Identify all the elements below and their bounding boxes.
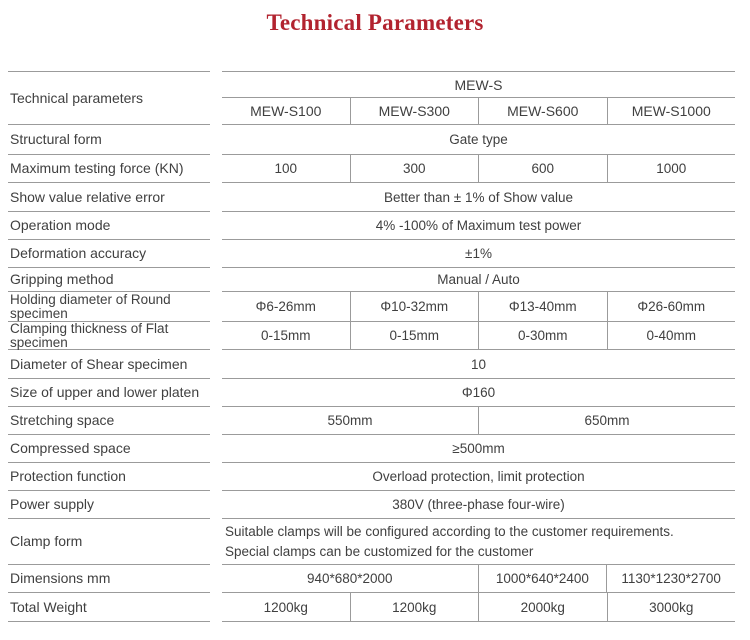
table-row — [8, 379, 735, 407]
row-label: Total Weight — [8, 593, 210, 622]
value-cell: 3000kg — [607, 593, 736, 621]
value-cell: 650mm — [478, 407, 735, 434]
table-row — [8, 491, 735, 519]
value-cell: Φ13-40mm — [478, 292, 607, 321]
column-gap — [210, 71, 222, 125]
table-row — [8, 407, 735, 435]
row-label: Protection function — [8, 463, 210, 491]
table-row — [8, 322, 735, 350]
column-gap — [210, 183, 222, 212]
value-cell: 1130*1230*2700 — [606, 565, 735, 592]
value-cell: 1200kg — [350, 593, 479, 621]
column-gap — [210, 565, 222, 593]
column-gap — [210, 155, 222, 183]
model-headers — [222, 98, 735, 125]
value-cell: Gate type — [449, 132, 508, 147]
value-cell: Manual / Auto — [437, 272, 520, 287]
clamp-form-line-2: Special clamps can be customized for the customer — [225, 543, 534, 559]
table-row — [8, 565, 735, 593]
value-cell: Φ6-26mm — [255, 299, 316, 314]
table-row — [8, 519, 735, 565]
column-gap — [210, 407, 222, 435]
model-header: MEW-S1000 — [607, 98, 736, 124]
table-row — [8, 463, 735, 491]
column-gap — [210, 212, 222, 240]
row-label: Maximum testing force (KN) — [8, 155, 210, 183]
value-cell: 0-40mm — [607, 322, 736, 349]
value-cell: 1000 — [607, 155, 736, 182]
value-cell: ±1% — [465, 246, 492, 261]
column-gap — [210, 463, 222, 491]
table-row — [8, 240, 735, 268]
column-gap — [210, 125, 222, 155]
column-gap — [210, 435, 222, 463]
clamp-form-line-1: Suitable clamps will be configured according to the customer requirements. — [225, 523, 674, 539]
row-label: Operation mode — [8, 212, 210, 240]
row-label: Size of upper and lower platen — [8, 379, 210, 407]
table-row — [8, 183, 735, 212]
column-gap — [210, 268, 222, 292]
value-cell: 100 — [274, 161, 298, 176]
row-label: Show value relative error — [8, 183, 210, 212]
model-header: MEW-S100 — [250, 103, 322, 119]
column-gap — [210, 292, 222, 322]
value-cell: Φ160 — [461, 385, 496, 400]
series-header: MEW-S — [222, 71, 735, 98]
value-cell: 0-30mm — [478, 322, 607, 349]
value-cell: Φ26-60mm — [607, 292, 736, 321]
model-header: MEW-S300 — [350, 98, 479, 124]
value-cell: 1000*640*2400 — [478, 565, 607, 592]
table-row — [8, 593, 735, 622]
model-header: MEW-S600 — [478, 98, 607, 124]
model-header-block — [222, 71, 735, 125]
value-cell: ≥500mm — [452, 441, 505, 456]
value-cell: 4% -100% of Maximum test power — [375, 218, 582, 233]
value-cell: 0-15mm — [350, 322, 479, 349]
row-label: Stretching space — [8, 407, 210, 435]
row-label: Structural form — [8, 125, 210, 155]
value-cell: 550mm — [327, 413, 373, 428]
value-cell: 2000kg — [478, 593, 607, 621]
value-cell: Φ10-32mm — [350, 292, 479, 321]
row-label: Clamping thickness of Flat specimen — [8, 322, 210, 350]
header-row — [8, 71, 735, 125]
value-cell: 300 — [350, 155, 479, 182]
row-label: Power supply — [8, 491, 210, 519]
row-label: Diameter of Shear specimen — [8, 350, 210, 379]
row-label: Dimensions mm — [8, 565, 210, 593]
value-cell: 600 — [478, 155, 607, 182]
value-cell: 10 — [470, 356, 487, 372]
table-row — [8, 155, 735, 183]
value-cell — [222, 519, 735, 564]
value-cell: Overload protection, limit protection — [372, 469, 585, 484]
page-title: Technical Parameters — [266, 10, 484, 35]
row-label: Gripping method — [8, 268, 210, 292]
table-row — [8, 292, 735, 322]
column-gap — [210, 240, 222, 268]
column-gap — [210, 322, 222, 350]
value-cell: 940*680*2000 — [306, 571, 393, 586]
column-gap — [210, 519, 222, 565]
column-gap — [210, 593, 222, 622]
parameters-table — [8, 71, 735, 622]
column-gap — [210, 379, 222, 407]
row-label: Compressed space — [8, 435, 210, 463]
row-label: Technical parameters — [8, 71, 210, 125]
value-cell: 380V (three-phase four-wire) — [392, 497, 565, 512]
row-label: Holding diameter of Round specimen — [8, 292, 210, 322]
table-row — [8, 435, 735, 463]
column-gap — [210, 491, 222, 519]
row-label: Clamp form — [8, 519, 210, 565]
value-cell: 1200kg — [263, 599, 308, 615]
value-cell: Better than ± 1% of Show value — [383, 189, 574, 205]
table-row — [8, 125, 735, 155]
row-label: Deformation accuracy — [8, 240, 210, 268]
table-row — [8, 212, 735, 240]
value-cell: 0-15mm — [260, 328, 311, 343]
column-gap — [210, 350, 222, 379]
table-row — [8, 350, 735, 379]
table-row — [8, 268, 735, 292]
